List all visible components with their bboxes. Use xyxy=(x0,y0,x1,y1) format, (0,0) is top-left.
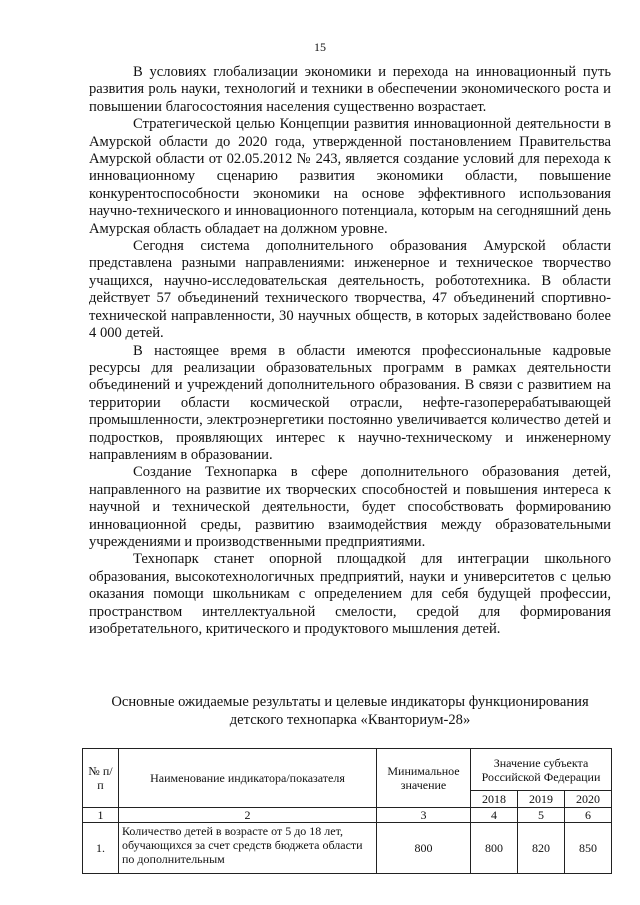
paragraph: В настоящее время в области имеются профессиональные кадровые ресурсы для реализации образовательных программ в рамках деятельности объединений и учреждений дополнительного образования. В связи с развитием на территории области космической отрасли, нефте-газоперерабатывающей промышленности, электроэнергетики постоянно увеличивается количество детей и подростков, проявляющих интерес к научно-техническому и инженерному направлениям в образовании. xyxy=(89,342,611,463)
header-year: 2019 xyxy=(518,791,565,808)
row-value: 820 xyxy=(518,823,565,874)
column-number: 2 xyxy=(119,808,377,823)
table-column-numbers xyxy=(83,808,612,823)
paragraph: Стратегической целью Концепции развития инновационной деятельности в Амурской области до 2020 года, утвержденной постановлением Правительства Амурской области от 02.05.2012 № 243, является создание условий для перехода к инновационному сценарию развития экономики области, повышение конкурентоспособности экономики на основе эффективного использования научно-технического и инновационного потенциала, которым на сегодняшний день Амурская область обладает на должном уровне. xyxy=(89,116,611,237)
section-title xyxy=(89,693,611,729)
header-name: Наименование индикатора/показателя xyxy=(119,749,377,808)
table-row xyxy=(83,823,612,874)
body-text xyxy=(89,64,611,638)
paragraph: Технопарк станет опорной площадкой для интеграции школьного образования, высокотехнологичных предприятий, науки и университетов с целью оказания помощи школьникам с определением для себя будущей профессии, пространством интеллектуальной смелости, средой для формирования изобретательного, критического и продуктового мышления детей. xyxy=(89,551,611,637)
paragraph: Создание Технопарка в сфере дополнительного образования детей, направленного на развитие их творческих способностей и повышения интереса к научной и технической деятельности, будет способствовать формированию инновационной среды, развитию взаимодействия между образовательными учреждениями и производственными предприятиями. xyxy=(89,464,611,550)
indicators-table xyxy=(82,748,612,874)
section-title-line: Основные ожидаемые результаты и целевые индикаторы функционирования xyxy=(111,694,589,710)
header-min: Минимальное значение xyxy=(377,749,471,808)
column-number: 6 xyxy=(565,808,612,823)
column-number: 1 xyxy=(83,808,119,823)
row-value: 850 xyxy=(565,823,612,874)
table-header-row xyxy=(83,749,612,791)
section-title-line: детского технопарка «Кванториум-28» xyxy=(229,712,471,728)
row-num: 1. xyxy=(83,823,119,874)
header-year: 2020 xyxy=(565,791,612,808)
page-number: 15 xyxy=(314,40,326,54)
header-year: 2018 xyxy=(471,791,518,808)
column-number: 3 xyxy=(377,808,471,823)
header-subject: Значение субъекта Российской Федерации xyxy=(471,749,612,791)
column-number: 5 xyxy=(518,808,565,823)
paragraph: Сегодня система дополнительного образования Амурской области представлена разными направлениями: инженерное и техническое творчество учащихся, научно-исследовательская деятельность, робототехника. В области действует 57 объединений технического творчества, 47 объединений спортивно-технической направленности, 30 научных обществ, в которых задействовано более 4 000 детей. xyxy=(89,238,611,342)
row-value: 800 xyxy=(471,823,518,874)
row-min: 800 xyxy=(377,823,471,874)
header-num: № п/п xyxy=(83,749,119,808)
column-number: 4 xyxy=(471,808,518,823)
row-name: Количество детей в возрасте от 5 до 18 лет, обучающихся за счет средств бюджета области по дополнительным xyxy=(119,823,377,874)
paragraph: В условиях глобализации экономики и перехода на инновационный путь развития роль науки, технологий и техники в обеспечении экономического роста и повышении благосостояния населения существенно возрастает. xyxy=(89,64,611,115)
